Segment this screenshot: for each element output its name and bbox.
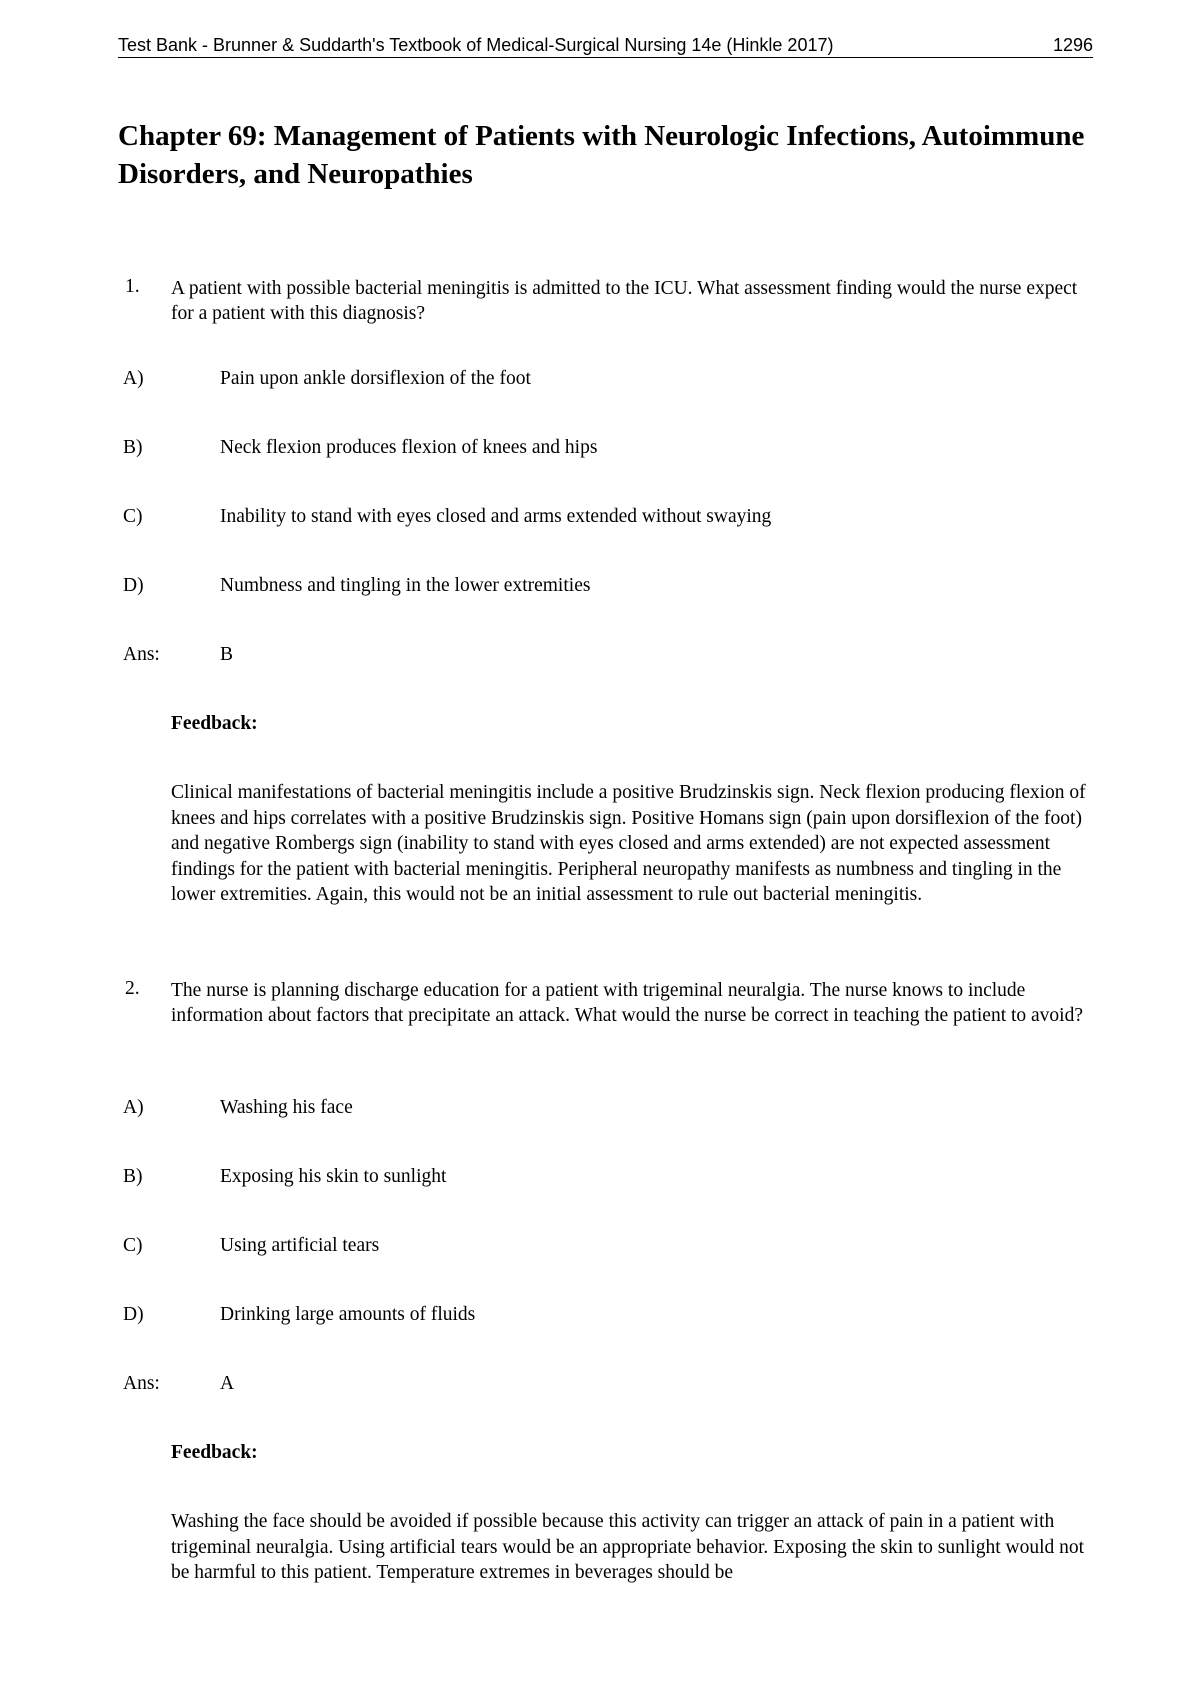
header-page-number: 1296 (1052, 35, 1093, 55)
option-text: Numbness and tingling in the lower extremities (220, 575, 591, 596)
option-text: Inability to stand with eyes closed and arms extended without swaying (220, 506, 772, 527)
question-stem: The nurse is planning discharge education for a patient with trigeminal neuralgia. The nurse knows to include information about factors that precipitate an attack. What would the nurse be correct in teaching the patient to avoid? (171, 980, 1084, 1026)
option-letter: D) (123, 1304, 144, 1325)
question-stem: A patient with possible bacterial meningitis is admitted to the ICU. What assessment finding would the nurse expect for a patient with this diagnosis? (171, 278, 1078, 324)
option-text: Pain upon ankle dorsiflexion of the foot (220, 368, 531, 389)
option-letter: C) (123, 506, 143, 527)
option-letter: D) (123, 575, 144, 596)
option-letter: C) (123, 1235, 143, 1256)
option-text: Drinking large amounts of fluids (220, 1304, 476, 1325)
option-text: Washing his face (220, 1097, 353, 1118)
option-letter: B) (123, 437, 143, 458)
option-text: Neck flexion produces flexion of knees and hips (220, 437, 598, 458)
answer-value: B (220, 644, 234, 665)
header-title: Test Bank - Brunner & Suddarth's Textbook of Medical-Surgical Nursing 14e (Hinkle 2017) (118, 35, 834, 55)
option-letter: B) (123, 1166, 143, 1187)
page-header (118, 33, 1093, 58)
option-text: Using artificial tears (220, 1235, 380, 1256)
option-letter: A) (123, 368, 144, 389)
answer-label: Ans: (123, 1373, 160, 1394)
feedback-text: Washing the face should be avoided if possible because this activity can trigger an attack of pain in a patient with trigeminal neuralgia. Using artificial tears would be an appropriate behavior. Exposing the skin to sunlight would not be harmful to this patient. Temperature extremes in beverages should be (171, 1511, 1085, 1583)
feedback-text: Clinical manifestations of bacterial meningitis include a positive Brudzinskis sign. Neck flexion producing flexion of knees and hips correlates with a positive Brudzinskis sign. Positive Homans sign (pain upon dorsiflexion of the foot) and negative Rombergs sign (inability to stand with eyes closed and arms extended) are not expected assessment findings for the patient with bacterial meningitis. Peripheral neuropathy manifests as numbness and tingling in the lower extremities. Again, this would not be an initial assessment to rule out bacterial meningitis. (171, 782, 1086, 905)
feedback-label: Feedback: (171, 713, 258, 734)
question-number: 2. (125, 978, 140, 999)
question-number: 1. (125, 276, 140, 297)
option-text: Exposing his skin to sunlight (220, 1166, 447, 1187)
answer-value: A (220, 1373, 235, 1394)
option-letter: A) (123, 1097, 144, 1118)
chapter-title: Chapter 69: Management of Patients with Neurologic Infections, Autoimmune Disorders, and Neuropathies (118, 120, 1085, 190)
answer-label: Ans: (123, 644, 160, 665)
feedback-label: Feedback: (171, 1442, 258, 1463)
